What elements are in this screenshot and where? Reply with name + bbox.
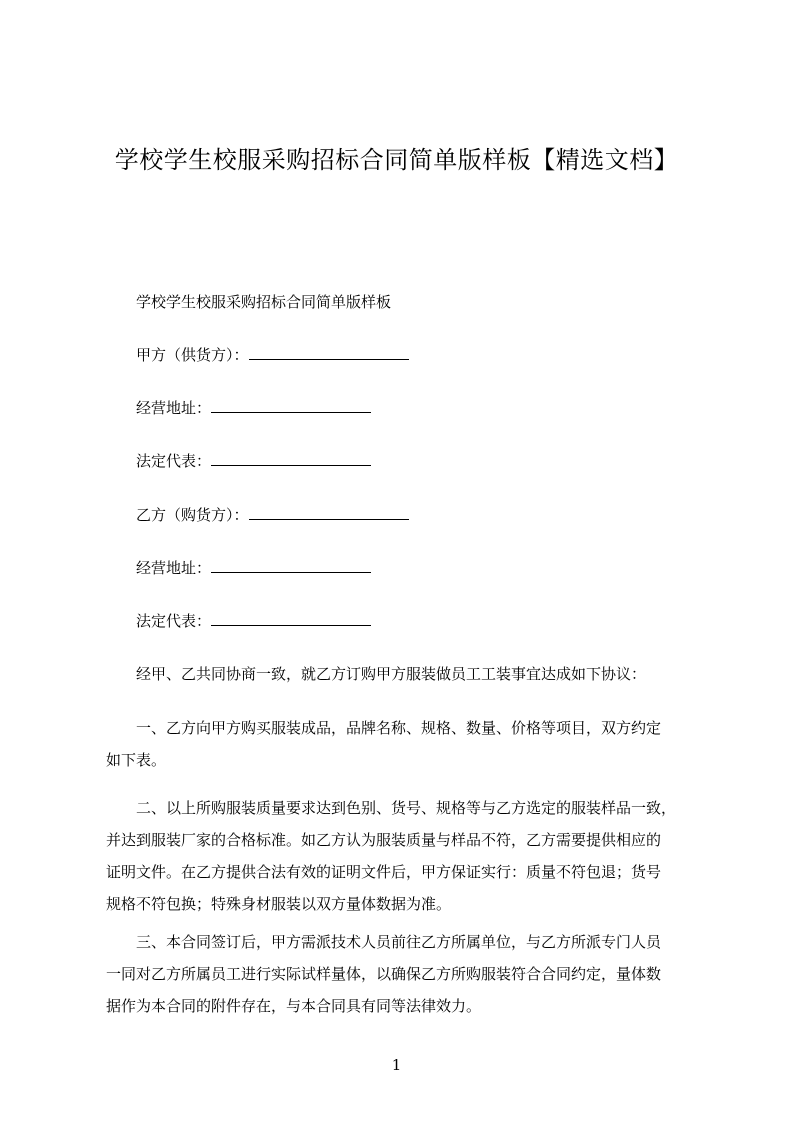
field-representative-a: [136, 451, 371, 471]
field-address-a: [136, 398, 371, 418]
field-label: 法定代表：: [136, 612, 212, 630]
intro-paragraph: 经甲、乙共同协商一致，就乙方订购甲方服装做员工工装事宜达成如下协议：: [136, 665, 647, 683]
fill-in-blank: [211, 558, 371, 573]
document-subtitle: 学校学生校服采购招标合同简单版样板: [136, 293, 392, 311]
field-label: 法定代表：: [136, 452, 212, 470]
field-address-b: [136, 558, 371, 578]
field-representative-b: [136, 611, 371, 631]
field-label: 乙方（购货方）：: [136, 506, 249, 524]
field-label: 经营地址：: [136, 399, 212, 417]
field-party-b: [136, 505, 409, 525]
fill-in-blank: [249, 345, 409, 360]
document-title: 学校学生校服采购招标合同简单版样板【精选文档】: [114, 146, 679, 174]
fill-in-blank: [211, 398, 371, 413]
fill-in-blank: [249, 505, 409, 520]
field-label: 甲方（供货方）：: [136, 346, 249, 364]
clause-3: [106, 926, 702, 1022]
clause-line: 规格不符包换；特殊身材服装以双方量体数据为准。: [106, 895, 452, 913]
fill-in-blank: [211, 611, 371, 626]
clause-line: 如下表。: [106, 751, 167, 769]
clause-line: 二、以上所购服装质量要求达到色别、货号、规格等与乙方选定的服装样品一致，: [136, 799, 677, 817]
field-label: 经营地址：: [136, 559, 212, 577]
clause-line: 并达到服装厂家的合格标准。如乙方认为服装质量与样品不符，乙方需要提供相应的: [106, 831, 662, 849]
clause-line: 一、乙方向甲方购买服装成品，品牌名称、规格、数量、价格等项目，双方约定: [136, 719, 662, 737]
clause-1: [106, 712, 702, 776]
clause-line: 据作为本合同的附件存在，与本合同具有同等法律效力。: [106, 997, 482, 1015]
page-number: 1: [391, 1056, 402, 1074]
clause-line: 三、本合同签订后，甲方需派技术人员前往乙方所属单位，与乙方所派专门人员: [136, 933, 662, 951]
field-party-a: [136, 345, 409, 365]
clause-line: 证明文件。在乙方提供合法有效的证明文件后，甲方保证实行：质量不符包退；货号: [106, 863, 662, 881]
clause-line: 一同对乙方所属员工进行实际试样量体，以确保乙方所购服装符合合同约定，量体数: [106, 965, 662, 983]
clause-2: [106, 792, 702, 920]
fill-in-blank: [211, 451, 371, 466]
